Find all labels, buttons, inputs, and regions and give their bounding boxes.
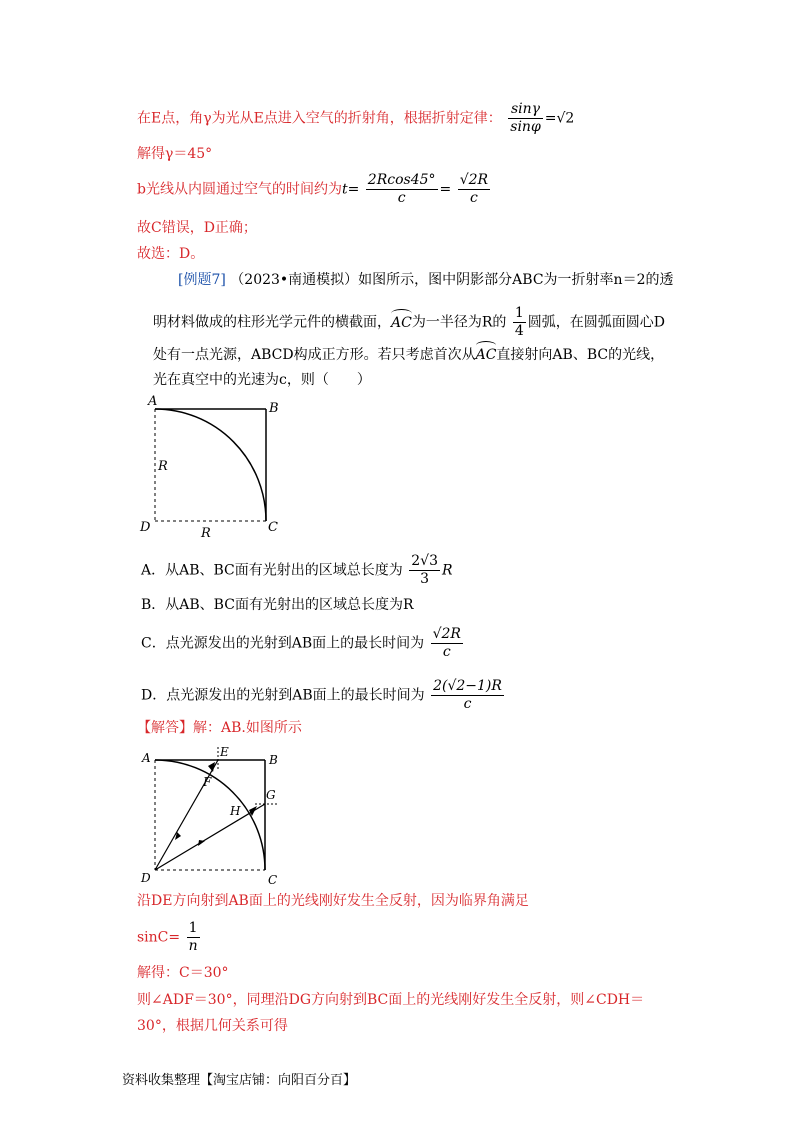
refraction-fraction: $\frac{\sin\gamma}{\sin\varphi}$: [510, 101, 541, 135]
solution-line-4: 故C错误，D正确；: [137, 220, 257, 236]
solution-b-line-3: 解得：C＝30°: [137, 965, 229, 981]
solution-b-line-2: sinC= $\frac{1}{n}$: [137, 920, 198, 954]
label-h: H: [230, 804, 241, 818]
label-c: C: [268, 873, 278, 887]
option-b: B．从AB、BC面有光射出的区域总长度为R: [141, 597, 414, 613]
solution-b-line-5: 30°，根据几何关系可得: [137, 1018, 288, 1034]
label-c: C: [268, 520, 278, 535]
option-a-fraction: $\frac{2√3}{3}$: [411, 553, 438, 587]
quarter-fraction: $\frac{1}{4}$: [514, 305, 524, 339]
label-a: A: [142, 751, 151, 765]
label-d: D: [140, 520, 151, 535]
label-b: B: [269, 401, 279, 416]
label-r-side: R: [158, 459, 168, 474]
example-tag: [例题7]: [178, 272, 226, 288]
option-d: D．点光源发出的光射到AB面上的最长时间为 $\frac{2(√2-1)R}{c}$: [141, 678, 502, 712]
example-line-4: 光在真空中的光速为c，则（ ）: [153, 372, 371, 388]
arc-ac-label-2: AC: [475, 347, 497, 363]
label-g: G: [266, 788, 276, 802]
arc-ac: [155, 409, 266, 521]
figure-2-diagram: [138, 742, 288, 887]
label-r-bottom: R: [201, 526, 211, 541]
solution-line-1: 在E点，角γ为光从E点进入空气的折射角，根据折射定律： $\frac{\sin\gamma}{\sin\varphi}$ =√2: [137, 101, 575, 135]
option-a: A．从AB、BC面有光射出的区域总长度为 $\frac{2√3}{3}$ R: [141, 553, 453, 587]
label-a: A: [148, 394, 158, 409]
example-line-3: 处有一点光源，ABCD构成正方形。若只考虑首次从AC直接射向AB、BC的光线，: [153, 347, 665, 363]
solution-line-5: 故选：D。: [137, 246, 205, 262]
arc-ac-label: AC: [391, 314, 412, 331]
answer-header: 【解答】解：AB.如图所示: [137, 720, 302, 736]
option-c: C．点光源发出的光射到AB面上的最长时间为 $\frac{√2R}{c}$: [141, 626, 461, 660]
solution-line-2: 解得γ＝45°: [137, 146, 213, 162]
time-fraction-1: $\frac{2Rcos45^\circ}{c}$: [367, 172, 436, 206]
label-f: F: [203, 775, 212, 789]
solution-line-3: b光线从内圆通过空气的时间约为t= $\frac{2Rcos45^\circ}{c}$ = $\frac{√2R}{c}$: [137, 172, 489, 206]
sinc-fraction: $\frac{1}{n}$: [188, 920, 198, 954]
answer-tag: 【解答】: [137, 720, 193, 736]
option-d-fraction: $\frac{2(√2-1)R}{c}$: [433, 678, 502, 712]
figure-1-diagram: [138, 393, 288, 543]
arrow-dg: [198, 840, 205, 846]
option-c-fraction: $\frac{√2R}{c}$: [432, 626, 461, 660]
solution-b-line-4: 则∠ADF＝30°，同理沿DG方向射到BC面上的光线刚好发生全反射，则∠CDH＝: [137, 992, 645, 1008]
example-line-1: [例题7] （2023•南通模拟）如图所示，图中阴影部分ABC为一折射率n＝2的透: [178, 272, 674, 288]
ray-dg: [155, 804, 265, 870]
label-b: B: [269, 753, 278, 767]
time-fraction-2: $\frac{√2R}{c}$: [459, 172, 489, 206]
footer-text: 资料收集整理【淘宝店铺：向阳百分百】: [122, 1073, 357, 1088]
label-e: E: [220, 745, 229, 759]
label-d: D: [141, 871, 151, 885]
solution-b-line-1: 沿DE方向射到AB面上的光线刚好发生全反射，因为临界角满足: [137, 893, 529, 909]
example-line-2: 明材料做成的柱形光学元件的横截面，AC为一半径为R的 $\frac{1}{4}$ 圆弧，在圆弧面圆心D: [153, 305, 665, 339]
